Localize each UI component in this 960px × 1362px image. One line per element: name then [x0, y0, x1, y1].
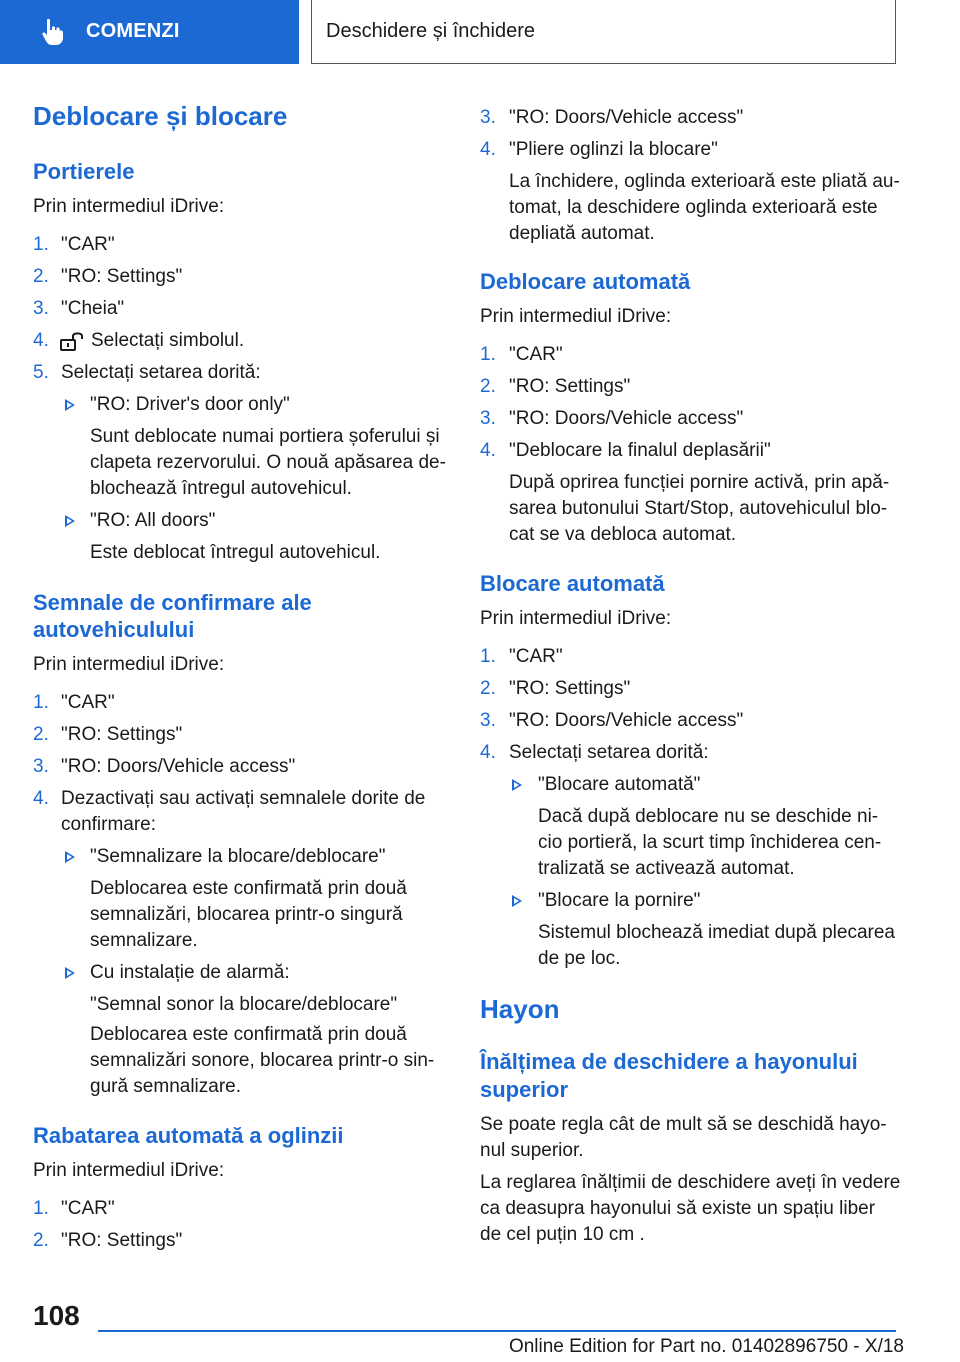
sub-item-desc: semnalizări sonore, blocarea printr-o sin- [90, 1050, 435, 1071]
sub-item-desc: Sunt deblocate numai portiera șoferului și [90, 426, 440, 447]
item-desc: La închidere, oglinda exterioară este pliată au- [509, 171, 900, 192]
item-desc: sarea butonului Start/Stop, autovehiculul blo- [509, 498, 888, 519]
list-number: 2. [480, 678, 496, 699]
heading-semnale: Semnale de confirmare ale [33, 590, 312, 615]
heading-hayon: Hayon [480, 994, 560, 1024]
list-number: 1. [480, 646, 496, 667]
list-number: 1. [33, 692, 49, 713]
sub-item-label: "RO: All doors" [90, 510, 216, 531]
list-number: 4. [480, 440, 496, 461]
list-item: Selectați setarea dorită: [509, 742, 709, 763]
heading-deblocare-automata: Deblocare automată [480, 269, 691, 294]
sub-item-desc: blochează întregul autovehicul. [90, 478, 352, 499]
list-item: "CAR" [509, 344, 563, 365]
bullet-triangle-icon [512, 895, 522, 907]
paragraph: Se poate regla cât de mult să se deschidă hayo- [480, 1114, 887, 1135]
list-item: "RO: Settings" [509, 376, 631, 397]
sub-item-desc: Dacă după deblocare nu se deschide ni- [538, 806, 879, 827]
paragraph: La reglarea înălțimii de deschidere aveți în vedere [480, 1172, 901, 1193]
sub-item-desc: gură semnalizare. [90, 1076, 242, 1097]
list-item: "Pliere oglinzi la blocare" [509, 139, 718, 160]
unlock-icon [60, 332, 86, 352]
list-item: Dezactivați sau activați semnalele dorite de [61, 788, 426, 809]
sub-item-label: "Semnalizare la blocare/deblocare" [90, 846, 386, 867]
list-number: 2. [33, 266, 49, 287]
bullet-triangle-icon [65, 967, 75, 979]
list-item: "RO: Settings" [61, 266, 183, 287]
list-number: 4. [480, 742, 496, 763]
list-item: "RO: Settings" [61, 1230, 183, 1251]
list-item: "RO: Doors/Vehicle access" [509, 408, 744, 429]
section-header [311, 0, 896, 64]
list-number: 1. [33, 1198, 49, 1219]
list-item-cont: confirmare: [61, 814, 157, 835]
intro-text: Prin intermediul iDrive: [480, 306, 672, 327]
list-item: "CAR" [509, 646, 563, 667]
sub-item-desc: de pe loc. [538, 948, 621, 969]
list-item: "RO: Doors/Vehicle access" [509, 710, 744, 731]
pointing-hand-icon [40, 18, 66, 46]
page-number: 108 [33, 1300, 80, 1331]
bullet-triangle-icon [65, 851, 75, 863]
list-number: 1. [33, 234, 49, 255]
list-number: 3. [480, 710, 496, 731]
list-item: "CAR" [61, 692, 115, 713]
paragraph: nul superior. [480, 1140, 584, 1161]
sub-item-desc: Sistemul blochează imediat după plecarea [538, 922, 895, 943]
heading-rabatare: Rabatarea automată a oglinzii [33, 1123, 344, 1148]
item-desc: cat se va debloca automat. [509, 524, 737, 545]
sub-item-desc: Este deblocat întregul autovehicul. [90, 542, 381, 563]
list-number: 4. [33, 788, 49, 809]
list-item: "Deblocare la finalul deplasării" [509, 440, 771, 461]
heading-blocare-automata: Blocare automată [480, 571, 665, 596]
intro-text: Prin intermediul iDrive: [33, 1160, 225, 1181]
footer-divider [98, 1330, 896, 1332]
list-item: "RO: Doors/Vehicle access" [509, 107, 744, 128]
sub-item-desc: "Semnal sonor la blocare/deblocare" [90, 994, 398, 1015]
bullet-triangle-icon [512, 779, 522, 791]
list-item: "RO: Settings" [61, 724, 183, 745]
heading-semnale-cont: autovehiculului [33, 617, 195, 642]
sub-item-desc: Deblocarea este confirmată prin două [90, 1024, 407, 1045]
list-item: Selectați simbolul. [91, 330, 245, 351]
sub-item-desc: cio portieră, la scurt timp închiderea cen- [538, 832, 882, 853]
bullet-triangle-icon [65, 515, 75, 527]
heading-portierele: Portierele [33, 159, 135, 184]
intro-text: Prin intermediul iDrive: [480, 608, 672, 629]
list-number: 2. [33, 724, 49, 745]
sub-item-desc: clapeta rezervorului. O nouă apăsarea de- [90, 452, 446, 473]
list-number: 5. [33, 362, 49, 383]
list-item: "CAR" [61, 1198, 115, 1219]
list-item: "CAR" [61, 234, 115, 255]
sub-item-label: Cu instalație de alarmă: [90, 962, 290, 983]
sub-item-desc: tralizată se activează automat. [538, 858, 795, 879]
heading-inaltime: Înălțimea de deschidere a hayonului [480, 1049, 858, 1074]
sub-item-desc: semnalizare. [90, 930, 198, 951]
sub-item-label: "Blocare automată" [538, 774, 701, 795]
sub-item-label: "Blocare la pornire" [538, 890, 701, 911]
list-number: 4. [480, 139, 496, 160]
list-number: 3. [33, 756, 49, 777]
intro-text: Prin intermediul iDrive: [33, 654, 225, 675]
paragraph: ca deasupra hayonului să existe un spațiu liber [480, 1198, 876, 1219]
item-desc: tomat, la deschidere oglinda exterioară este [509, 197, 878, 218]
chapter-label: COMENZI [86, 20, 180, 42]
list-item: "Cheia" [61, 298, 125, 319]
list-item: "RO: Settings" [509, 678, 631, 699]
page-title: Deblocare și blocare [33, 101, 288, 131]
list-number: 2. [33, 1230, 49, 1251]
list-number: 3. [480, 107, 496, 128]
chapter-tab[interactable] [0, 0, 299, 64]
item-desc: După oprirea funcției pornire activă, prin apă- [509, 472, 890, 493]
list-number: 4. [33, 330, 49, 351]
sub-item-label: "RO: Driver's door only" [90, 394, 290, 415]
list-number: 1. [480, 344, 496, 365]
intro-text: Prin intermediul iDrive: [33, 196, 225, 217]
list-item: Selectați setarea dorită: [61, 362, 261, 383]
list-number: 3. [33, 298, 49, 319]
item-desc: depliată automat. [509, 223, 655, 244]
list-item: "RO: Doors/Vehicle access" [61, 756, 296, 777]
sub-item-desc: Deblocarea este confirmată prin două [90, 878, 407, 899]
list-number: 3. [480, 408, 496, 429]
bullet-triangle-icon [65, 399, 75, 411]
section-title: Deschidere și închidere [326, 20, 535, 42]
footer-edition: Online Edition for Part no. 01402896750 - X/18 [508, 1336, 904, 1357]
sub-item-desc: semnalizări, blocarea printr-o singură [90, 904, 403, 925]
list-number: 2. [480, 376, 496, 397]
heading-inaltime-cont: superior [480, 1077, 569, 1102]
paragraph: de cel puțin 10 cm . [480, 1224, 645, 1245]
